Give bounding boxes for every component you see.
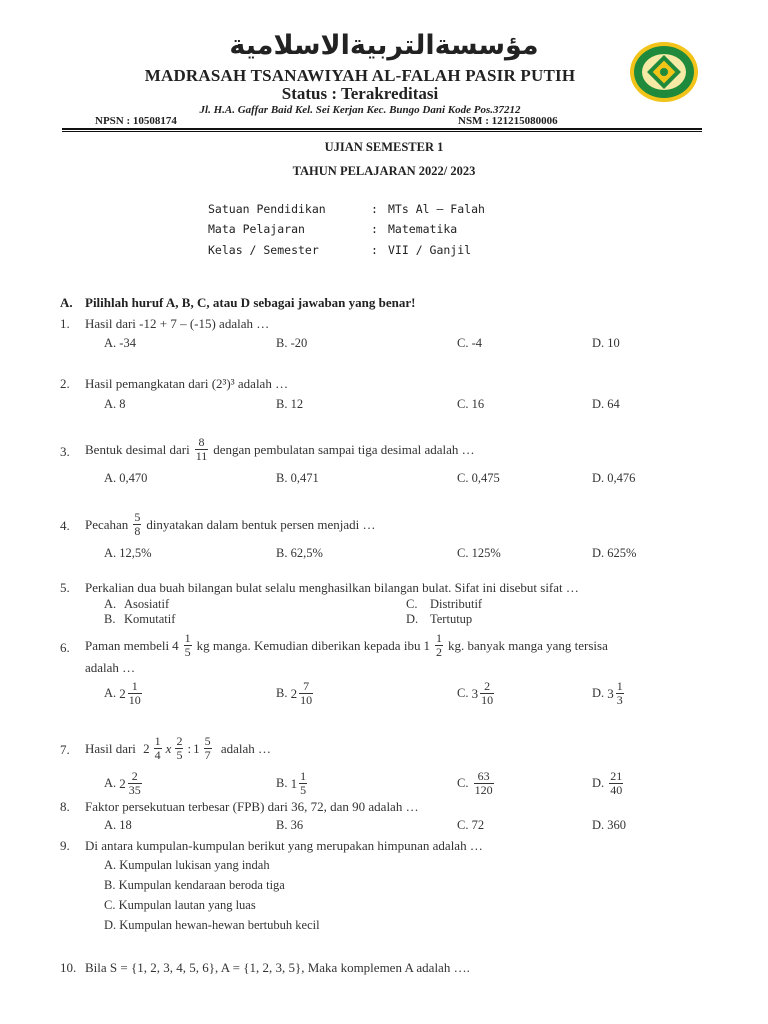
denominator: 120: [474, 783, 493, 797]
option-a: A. 18: [104, 818, 132, 832]
option-d: Tertutup: [430, 612, 473, 626]
question-text: Perkalian dua buah bilangan bulat selalu menghasilkan bilangan bulat. Sifat ini disebut sifat …: [85, 580, 579, 595]
nsm-number: NSM : 121215080006: [458, 115, 558, 127]
option-c: C. -4: [457, 336, 482, 350]
option-c: C. 16: [457, 397, 485, 411]
fraction: [133, 511, 141, 538]
option-b: [276, 680, 315, 707]
fraction: [184, 632, 192, 659]
multiply-operator: x: [165, 740, 172, 756]
fraction: [609, 770, 623, 797]
denominator: 10: [128, 693, 141, 707]
numerator: 7: [303, 679, 310, 693]
question-text: Bila S = {1, 2, 3, 4, 5, 6}, A = {1, 2, 3, 5}, Maka komplemen A adalah ….: [85, 960, 470, 975]
mixed-whole: 3: [607, 685, 614, 701]
option-c: [457, 770, 496, 797]
option-c: C. Kumpulan lautan yang luas: [104, 898, 256, 912]
numerator: 21: [610, 769, 623, 783]
numerator: 1: [435, 631, 442, 645]
question-text-part: dinyatakan dalam bentuk persen menjadi …: [146, 516, 376, 532]
option-a-letter: A.: [104, 597, 117, 611]
divide-operator: :: [187, 740, 192, 756]
info-value-education-unit: MTs Al – Falah: [388, 202, 485, 216]
question-text: Hasil dari -12 + 7 – (-15) adalah …: [85, 316, 270, 331]
option-d: D. 625%: [592, 546, 637, 560]
option-letter: B.: [276, 776, 288, 790]
option-b: B. 12: [276, 397, 304, 411]
info-separator: :: [371, 202, 378, 216]
mixed-whole: 1: [423, 637, 430, 653]
option-c: C. 72: [457, 818, 485, 832]
option-b: B. 62,5%: [276, 546, 323, 560]
question-text-part: Pecahan: [85, 516, 129, 532]
section-instruction: Pilihlah huruf A, B, C, atau D sebagai jawaban yang benar!: [85, 295, 416, 310]
option-letter: D.: [592, 776, 605, 790]
question-number: 2.: [60, 376, 70, 391]
info-label-subject: Mata Pelajaran: [208, 222, 305, 236]
mixed-whole: 1: [193, 740, 200, 756]
option-letter: C.: [457, 686, 469, 700]
question-text-part: Paman membeli: [85, 637, 170, 653]
option-a: A. 0,470: [104, 471, 148, 485]
mixed-whole: 2: [143, 740, 150, 756]
denominator: 5: [300, 783, 307, 797]
numerator: 1: [300, 769, 307, 783]
option-b: B. -20: [276, 336, 308, 350]
info-separator: :: [371, 222, 378, 236]
fraction: [435, 632, 443, 659]
option-b: B. Kumpulan kendaraan beroda tiga: [104, 878, 285, 892]
numerator: 5: [204, 734, 211, 748]
option-b: B. 0,471: [276, 471, 319, 485]
question-number: 6.: [60, 640, 70, 655]
numerator: 1: [184, 631, 191, 645]
question-text-part: kg. banyak manga yang tersisa: [447, 637, 608, 653]
question-text-part: Hasil dari: [85, 740, 136, 756]
denominator: 8: [134, 524, 141, 538]
question-number: 1.: [60, 316, 70, 331]
numerator: 63: [477, 769, 490, 783]
option-d: D. 0,476: [592, 471, 636, 485]
question-text: Di antara kumpulan-kumpulan berikut yang merupakan himpunan adalah …: [85, 838, 483, 853]
question-text-part: adalah …: [220, 740, 271, 756]
accreditation-status: Status : Terakreditasi: [281, 84, 439, 103]
fraction: [299, 770, 307, 797]
option-a: [104, 770, 144, 797]
denominator: 5: [184, 645, 191, 659]
arabic-foundation-name: مؤسسةالتربيةالاسلامية: [229, 30, 539, 61]
option-d-letter: D.: [406, 612, 419, 626]
numerator: 2: [176, 734, 183, 748]
option-a: A. 12,5%: [104, 546, 152, 560]
numerator: 5: [134, 510, 141, 524]
question-text-continued: adalah …: [85, 660, 136, 675]
question-text: [85, 735, 271, 762]
header-rule-thick: [62, 128, 702, 130]
option-letter: A.: [104, 776, 117, 790]
question-number: 3.: [60, 444, 70, 459]
info-label-class-semester: Kelas / Semester: [208, 243, 319, 257]
option-b-letter: B.: [104, 612, 116, 626]
option-d: D. Kumpulan hewan-hewan bertubuh kecil: [104, 918, 320, 932]
denominator: 11: [195, 449, 208, 463]
question-text: [85, 511, 376, 538]
question-number: 4.: [60, 518, 70, 533]
question-text: Hasil pemangkatan dari (2³)³ adalah …: [85, 376, 289, 391]
option-letter: D.: [592, 686, 605, 700]
question-number: 5.: [60, 580, 70, 595]
option-d: D. 64: [592, 397, 620, 411]
npsn-number: NPSN : 10508174: [95, 115, 177, 127]
numerator: 2: [484, 679, 491, 693]
option-c: [457, 680, 496, 707]
option-d: D. 10: [592, 336, 620, 350]
numerator: 8: [198, 435, 205, 449]
option-c: C. 125%: [457, 546, 501, 560]
info-label-education-unit: Satuan Pendidikan: [208, 202, 326, 216]
fraction: [204, 735, 212, 762]
denominator: 7: [204, 748, 211, 762]
question-text: Faktor persekutuan terbesar (FPB) dari 36, 72, dan 90 adalah …: [85, 799, 419, 814]
header-rule-thin: [62, 131, 702, 132]
fraction: [128, 680, 142, 707]
fraction: [175, 735, 183, 762]
question-number: 7.: [60, 742, 70, 757]
fraction: [480, 680, 494, 707]
denominator: 10: [300, 693, 313, 707]
denominator: 35: [128, 783, 141, 797]
institution-name: MADRASAH TSANAWIYAH AL-FALAH PASIR PUTIH: [144, 66, 576, 85]
option-a: A. -34: [104, 336, 136, 350]
fraction: [154, 735, 162, 762]
option-letter: C.: [457, 776, 469, 790]
mixed-whole: 2: [290, 685, 298, 701]
option-letter: A.: [104, 686, 117, 700]
option-d: [592, 770, 625, 797]
question-text: [85, 436, 475, 463]
option-d: [592, 680, 626, 707]
denominator: 5: [176, 748, 183, 762]
denominator: 10: [481, 693, 494, 707]
option-c-letter: C.: [406, 597, 418, 611]
numerator: 1: [616, 679, 623, 693]
option-b: Komutatif: [124, 612, 176, 626]
option-b: [276, 770, 309, 797]
section-letter: A.: [60, 295, 73, 310]
fraction: [474, 770, 494, 797]
exam-title: UJIAN SEMESTER 1: [324, 140, 444, 154]
info-value-class-semester: VII / Ganjil: [388, 243, 472, 257]
mixed-whole: 1: [290, 775, 298, 791]
option-a: Asosiatif: [124, 597, 170, 611]
denominator: 2: [435, 645, 442, 659]
question-text-part: kg manga. Kemudian diberikan kepada ibu: [196, 637, 421, 653]
option-letter: B.: [276, 686, 288, 700]
option-c: C. 0,475: [457, 471, 500, 485]
denominator: 40: [610, 783, 623, 797]
school-address: Jl. H.A. Gaffar Baid Kel. Sei Kerjan Kec. Bungo Dani Kode Pos.37212: [199, 104, 521, 116]
denominator: 3: [616, 693, 623, 707]
fraction: [195, 436, 209, 463]
option-a: A. 8: [104, 397, 126, 411]
school-logo-emblem-icon: [628, 40, 700, 104]
question-number: 10.: [60, 960, 77, 975]
fraction: [128, 770, 142, 797]
option-a: A. Kumpulan lukisan yang indah: [104, 858, 270, 872]
question-text-part: dengan pembulatan sampai tiga desimal adalah …: [213, 441, 475, 457]
numerator: 2: [131, 769, 138, 783]
question-text: [85, 632, 608, 659]
info-separator: :: [371, 243, 378, 257]
academic-year: TAHUN PELAJARAN 2022/ 2023: [292, 164, 476, 178]
numerator: 1: [154, 734, 161, 748]
fraction: [299, 680, 313, 707]
option-a: [104, 680, 144, 707]
option-b: B. 36: [276, 818, 304, 832]
info-value-subject: Matematika: [388, 222, 458, 236]
mixed-whole: 2: [119, 685, 126, 701]
mixed-whole: 2: [119, 775, 126, 791]
question-text-part: Bentuk desimal dari: [85, 441, 190, 457]
option-c: Distributif: [430, 597, 483, 611]
question-number: 8.: [60, 799, 70, 814]
denominator: 4: [154, 748, 161, 762]
mixed-whole: 4: [172, 637, 179, 653]
numerator: 1: [131, 679, 138, 693]
mixed-whole: 3: [471, 685, 479, 701]
option-d: D. 360: [592, 818, 627, 832]
fraction: [616, 680, 624, 707]
question-number: 9.: [60, 838, 70, 853]
